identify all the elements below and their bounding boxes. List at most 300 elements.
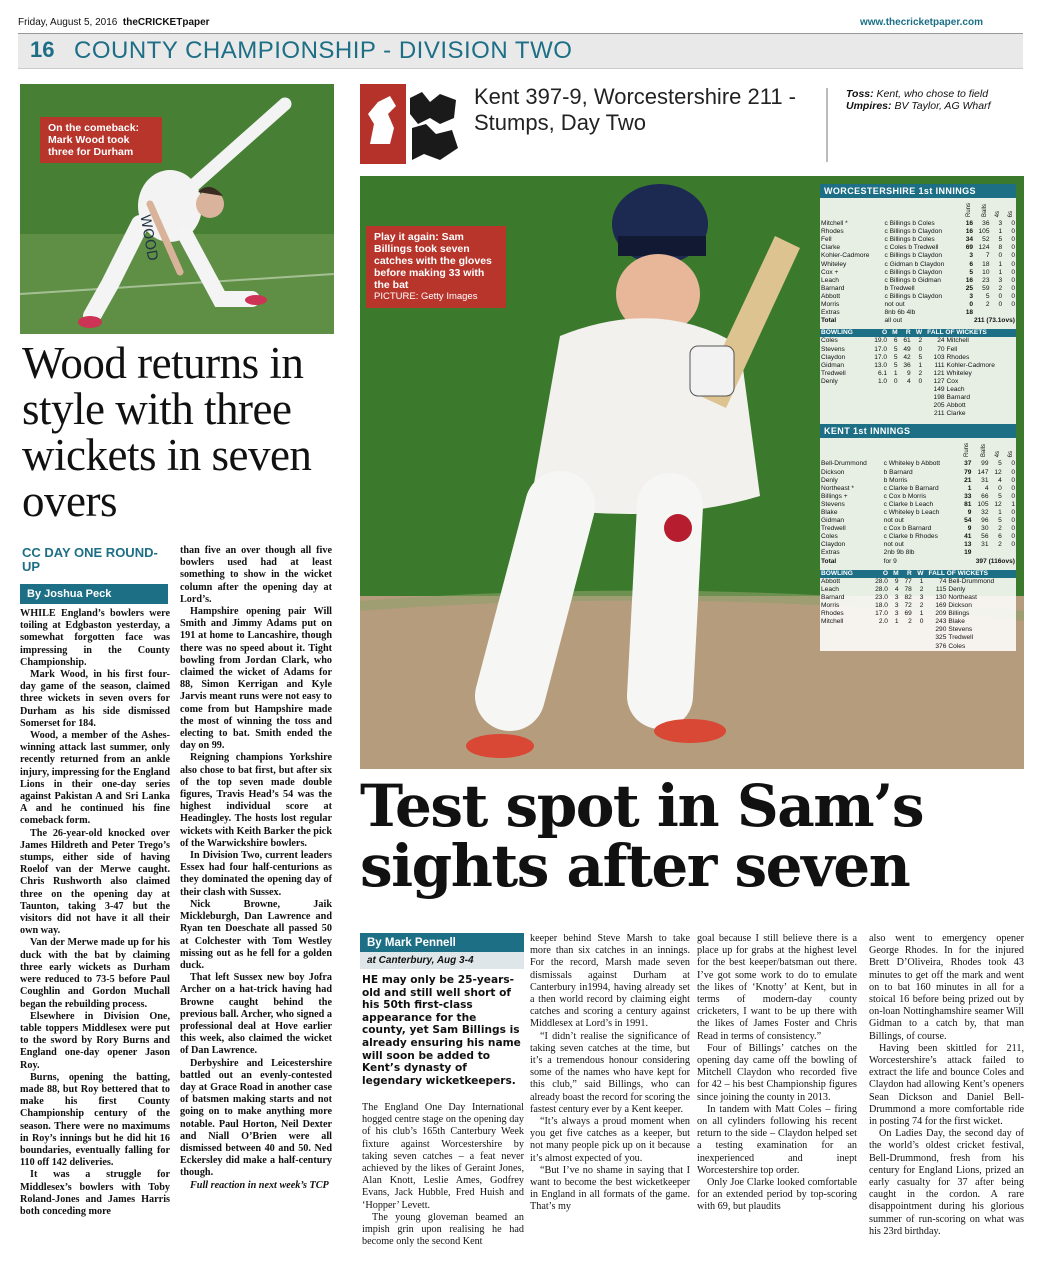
batting-row: [820, 317, 1016, 325]
bowling-stat: 28.0: [875, 585, 888, 593]
bowling-row: [820, 602, 1016, 610]
stat: 31: [981, 541, 989, 549]
batting-row: [820, 485, 1016, 493]
photo-caption: On the comeback: Mark Wood took three for Durham: [40, 117, 162, 163]
umpires-label: Umpires:: [846, 100, 892, 112]
fow-player: Kohler-Cadmore: [946, 361, 995, 369]
bowler-name: Mitchell: [821, 618, 844, 626]
paragraph: “It’s always a proud moment when you get five catches as a keeper, but not many people pick up on it because it’s almost expected of you.: [530, 1116, 690, 1164]
stat: 5: [998, 460, 1002, 468]
bowling-stat: [900, 626, 913, 634]
bowler-name: [820, 626, 868, 634]
fow-score: 149: [933, 385, 945, 393]
bowling-stat: 6.1: [877, 369, 888, 377]
bowling-stat: 5: [893, 361, 898, 369]
stat: 5: [998, 517, 1002, 525]
stat: 6: [998, 533, 1002, 541]
bowling-stat: 0: [918, 345, 923, 353]
bowling-row: [820, 594, 1016, 602]
overs-label: O: [882, 569, 888, 577]
bowler-name: Claydon: [821, 353, 846, 361]
bowler-name: Barnard: [821, 593, 845, 601]
balls-label: Balls: [982, 203, 989, 217]
stat: 0: [998, 292, 1003, 300]
batting-row: [820, 277, 1016, 285]
stat: 36: [982, 220, 990, 228]
player-name: Leach: [821, 276, 839, 284]
bowling-stat: [900, 643, 913, 651]
fow-score: 111: [934, 361, 945, 369]
paragraph: The England One Day International hogged centre stage on the opening day of his club’s 165th Canterbury Week fixture against Worcestershire by taking seven catches – a feat never achieved by the likes of Geraint Jones, Alan Knott, Leslie Ames, Godfrey Evans, Jack Hubble, Fred Huish and ‘Hopper’ Levett.: [362, 1102, 524, 1211]
stat: 79: [964, 468, 972, 476]
bowler-name: [820, 643, 868, 651]
issue-date: Friday, August 5, 2016 theCRICKETpaper: [18, 17, 210, 28]
player-name: Kohler-Cadmore: [821, 252, 870, 260]
paragraph: “But I’ve no shame in saying that I want to become the best wicketkeeper in England in all formats of the game. That’s my: [530, 1164, 690, 1213]
svg-text:WOOD: WOOD: [136, 213, 161, 263]
toss-text: Kent, who chose to field: [876, 88, 989, 100]
stat: 37: [964, 460, 972, 468]
bowler-name: Stevens: [821, 345, 845, 353]
stat: 0: [1011, 268, 1015, 276]
stat: 99: [981, 460, 989, 468]
stat: 7: [985, 252, 990, 260]
bowling-stat: 1: [918, 361, 923, 369]
stat: [990, 549, 1003, 557]
paragraph: Van der Merwe made up for his duck with the bat by claiming three early wickets as Durham were reduced to 73-5 before Paul Coughlin and Gordon Muchall began the rebuilding process.: [20, 937, 170, 1010]
stat: 31: [981, 476, 989, 484]
dismissal: all out: [884, 317, 903, 325]
paragraph: Wood, a member of the Ashes-winning attack last summer, only recently returned from an ankle injury, impressing for the England Lions in their one-day series against Pakistan A and Sri Lanka A and he continued his fine comeback form.: [20, 730, 170, 827]
bowling-stat: 13.0: [874, 361, 888, 369]
dismissal: for 9: [883, 557, 897, 565]
stat: [972, 549, 989, 557]
stat: 52: [982, 236, 990, 244]
main-column-1: [362, 1102, 524, 1248]
bowling-row: [820, 370, 1016, 378]
bowling-stat: 28.0: [875, 577, 888, 585]
bowler-name: Abbott: [821, 577, 841, 585]
stat: 1: [998, 509, 1002, 516]
paragraph: Having been skittled for 211, Worcestershire’s attack failed to extract the life and bounce Coles and Claydon had allowing Kent’s openers Sean Dickson and Daniel Bell-Drummond a more comfortable ride in posting 74 for the first wicket.: [869, 1042, 1024, 1128]
fow-player: Whiteley: [946, 369, 972, 377]
player-name: Fell: [821, 236, 832, 244]
batting-row: [820, 269, 1016, 277]
bowling-stat: 36: [903, 361, 911, 369]
bowling-stat: 2: [919, 585, 924, 593]
stat: 5: [998, 492, 1002, 500]
batting-row: [820, 469, 1016, 477]
runs-label: Runs: [964, 443, 971, 458]
bowling-stat: 4: [894, 585, 899, 593]
player-name: Mitchell *: [821, 220, 848, 228]
stat: 6: [969, 260, 974, 268]
stat: 9: [967, 525, 972, 533]
paragraph: keeper behind Steve Marsh to take more than six catches in an innings. For the record, Marsh made seven dismissals against Durham at Canterbury in1994, having already set a then world record by claiming eight catches and scoring a century against Middlesex at Lord’s in 1991.: [530, 933, 690, 1030]
fow-score: 121: [933, 369, 945, 377]
batting-row: [820, 493, 1016, 501]
stat: 16: [965, 228, 974, 236]
bowler-name: Coles: [821, 337, 838, 345]
bowling-stat: 3: [894, 593, 899, 601]
stat: 0: [998, 484, 1002, 492]
bowling-stat: [899, 394, 912, 402]
bowler-name: [820, 634, 868, 642]
bowling-stat: 1: [919, 610, 924, 618]
bowling-label: BOWLING: [821, 329, 853, 337]
batting-row: [820, 252, 1016, 260]
paragraph: “I didn’t realise the significance of taking seven catches at the time, but it’s a tremendous honour considering some of the names who have kept for this club,” said Billings, who can already boast the record for scoring the fastest century ever by a Kent keeper.: [530, 1030, 690, 1115]
bowling-stat: 9: [894, 577, 899, 585]
bowling-stat: [867, 386, 888, 394]
bowler-name: [820, 394, 867, 402]
stat: [1003, 309, 1016, 317]
worc-batting-table: [820, 198, 1016, 325]
bowling-stat: 0: [919, 618, 924, 626]
fow-player: Rhodes: [946, 353, 970, 361]
player-name: Coles: [821, 533, 838, 541]
player-name: Cox +: [821, 268, 839, 276]
stat: 1: [998, 268, 1003, 276]
stat: 124: [978, 244, 990, 252]
bowling-stat: [912, 410, 924, 418]
stat: 56: [981, 533, 989, 541]
paragraph: It was a struggle for Middlesex’s bowlers with Toby Roland-Jones and James Harris both conceding more: [20, 1169, 170, 1217]
bowling-row: [820, 643, 1016, 651]
stat: 0: [1011, 292, 1015, 300]
batting-row: [820, 533, 1016, 541]
bowling-stat: 17.0: [875, 610, 888, 618]
stat: 3: [998, 220, 1003, 228]
stat: 21: [964, 476, 972, 484]
bowling-stat: 69: [904, 610, 912, 618]
bowling-stat: [868, 634, 889, 642]
batting-row: [820, 301, 1016, 309]
bowling-stat: 5: [918, 353, 923, 361]
fow-player: Leach: [946, 385, 965, 393]
dismissal: c Billings b Claydon: [884, 268, 943, 276]
match-score-headline: Kent 397-9, Worcestershire 211 - Stumps, Day Two: [474, 84, 797, 135]
player-name: Rhodes: [821, 228, 844, 236]
maidens-label: M: [892, 329, 898, 337]
dismissal: c Billings b Claydon: [884, 228, 943, 236]
bowling-row: [820, 586, 1016, 594]
dismissal: c Billings b Gidman: [884, 276, 941, 284]
kent-batting-table: [820, 438, 1016, 565]
fow-player: Northeast: [948, 593, 977, 601]
bowling-stat: 3: [919, 593, 924, 601]
bowling-stat: [913, 626, 925, 634]
stat: 105: [978, 228, 990, 236]
left-column-1: [20, 608, 170, 1218]
paragraph: Only Joe Clarke looked comfortable for an extended period by top-scoring with 69, but plaudits: [697, 1177, 857, 1213]
stat: 0: [1011, 301, 1015, 309]
dismissal: c Whiteley b Abbott: [883, 460, 941, 468]
bowling-row: [820, 410, 1016, 418]
stat: 2: [998, 525, 1002, 533]
bowling-stat: 2: [908, 618, 912, 626]
bowling-stat: [913, 643, 925, 651]
section-bar: [18, 34, 1023, 69]
dismissal: c Clarke b Leach: [883, 500, 934, 508]
bowling-stat: 18.0: [875, 602, 888, 610]
paragraph: On Ladies Day, the second day of the world’s oldest cricket festival, Bell-Drummond, fresh from his century for England Lions, prized an early casualty for 37 after being caught in the cordon. A rare disappointment during his glorious summer of run-scoring on what was his 23rd birthday.: [869, 1128, 1024, 1237]
paragraph: Four of Billings’ catches on the opening day came off the bowling of Mitchell Claydon who recorded five for 42 – his best Championship figures since joining the county in 2013.: [697, 1042, 857, 1103]
bowling-stat: [912, 394, 924, 402]
bowling-stat: [867, 394, 888, 402]
bowler-name: Leach: [821, 585, 839, 593]
fow-player: Billings: [948, 610, 970, 618]
stat: 1: [1011, 500, 1015, 508]
bowling-stat: 0: [918, 377, 923, 385]
stat: 2: [998, 284, 1003, 292]
stat: 33: [964, 492, 972, 500]
bowling-stat: 17.0: [874, 353, 888, 361]
stat: 16: [965, 220, 974, 228]
stat: 0: [1011, 260, 1015, 268]
bowler-name: [820, 410, 867, 418]
bowling-stat: 1: [919, 577, 924, 585]
fow-score: 325: [935, 634, 947, 642]
stat: 0: [1011, 468, 1015, 476]
bowling-stat: [913, 634, 925, 642]
bowling-stat: [888, 410, 898, 418]
fow-player: Denly: [948, 585, 966, 593]
stat: 69: [965, 244, 974, 252]
overs-label: O: [881, 329, 888, 337]
bowling-stat: 3: [894, 602, 899, 610]
player-name: Tredwell: [821, 525, 846, 533]
stat: 147: [977, 468, 989, 476]
player-name: Bell-Drummond: [821, 460, 867, 468]
bowling-stat: 2: [918, 337, 923, 345]
stat: 1: [998, 260, 1003, 268]
stat: 1: [998, 228, 1003, 236]
runs-conceded-label: R: [907, 569, 912, 577]
stat: 0: [1011, 517, 1015, 525]
stat: 3: [969, 252, 974, 260]
stat: 0: [1011, 228, 1015, 236]
bowler-name: [820, 402, 867, 410]
dismissal: 8nb 6b 4lb: [884, 309, 916, 317]
top-bar: [18, 14, 1023, 34]
bowling-row: [820, 634, 1016, 642]
bowling-label: BOWLING: [821, 569, 853, 577]
player-name: Dickson: [821, 468, 845, 476]
batting-row: [820, 525, 1016, 533]
bowling-stat: 0: [893, 377, 898, 385]
batting-row: [820, 293, 1016, 301]
fow-player: Bell-Drummond: [948, 577, 995, 585]
stat: 0: [1011, 492, 1015, 500]
bowling-row: [820, 354, 1016, 362]
dismissal: b Barnard: [883, 468, 913, 476]
stat: 16: [965, 276, 974, 284]
bowling-stat: [899, 402, 912, 410]
fow-score: 127: [933, 377, 945, 385]
player-name: Extras: [821, 549, 840, 557]
bowling-stat: 5: [893, 345, 898, 353]
fow-score: 205: [933, 402, 945, 410]
bowling-stat: 2: [918, 369, 923, 377]
fow-player: Fell: [946, 345, 958, 353]
stat: 211 (73.1ovs): [973, 317, 1015, 325]
fow-player: Blake: [948, 618, 965, 626]
stat: 12: [994, 500, 1002, 508]
stat: 59: [982, 284, 990, 292]
player-name: Northeast *: [821, 484, 854, 492]
stat: 30: [981, 525, 989, 533]
stat: 13: [964, 541, 972, 549]
fours-label: 4s: [995, 210, 1002, 217]
bowling-stat: 4: [906, 377, 911, 385]
main-headline: Test spot in Sam’s sights after seven: [360, 772, 923, 900]
mark-wood-photo: [20, 84, 334, 334]
stat: 25: [965, 284, 974, 292]
bowling-stat: 2.0: [878, 618, 888, 626]
paragraph: also went to emergency opener George Rhodes. In for the injured Brett D’Oliveira, Rhodes took 43 minutes to get off the mark and went on to bat 160 minutes in all for a stoical 16 before being prized out by on-loan Nottinghamshire seamer Will Gidman to a catch by, that man Billings, of course.: [869, 933, 1024, 1042]
stat: 0: [1011, 284, 1015, 292]
bowling-stat: 1: [893, 369, 898, 377]
bowling-stat: 1: [894, 618, 899, 626]
dismissal: b Morris: [883, 476, 908, 484]
bowling-stat: [868, 626, 889, 634]
stat: 0: [1011, 220, 1015, 228]
page-number: 16: [30, 37, 55, 62]
batting-row: [820, 261, 1016, 269]
bowling-stat: 42: [903, 353, 911, 361]
dismissal: 2nb 9b 8lb: [883, 549, 915, 557]
stat: 0: [1011, 252, 1015, 260]
player-name: Gidman: [821, 517, 845, 525]
left-column-2: [180, 545, 332, 1192]
bowling-stat: [889, 643, 900, 651]
batting-row: [820, 549, 1016, 557]
umpires-text: BV Taylor, AG Wharf: [894, 100, 991, 112]
dismissal: c Billings b Claydon: [884, 252, 943, 260]
paragraph: The young gloveman beamed an impish grin upon realising he had become only the second Kent: [362, 1211, 524, 1248]
main-column-4: [869, 933, 1024, 1238]
fow-score: 198: [933, 394, 945, 402]
maidens-label: M: [893, 569, 899, 577]
main-column-2: [530, 933, 690, 1214]
batting-row: [820, 501, 1016, 509]
stat: 0: [1011, 476, 1015, 484]
dismissal: c Billings b Coles: [884, 236, 935, 244]
balls-label: Balls: [981, 444, 988, 458]
scorecard: [820, 184, 1016, 651]
batting-row: [820, 244, 1016, 252]
paragraph: WHILE England’s bowlers were toiling at Edgbaston yesterday, a somewhat forgotten face was impressing in the County Championship.: [20, 608, 170, 668]
dismissal: c Cox b Morris: [883, 492, 927, 500]
dismissal: c Cox b Barnard: [883, 525, 932, 533]
paragraph: Derbyshire and Leicestershire battled out an evenly-contested day at Grace Road in another case of batsmen making starts and not going on to make anything more notable. Paul Horton, Neil Dexter and Niall O’Brien were all dismissed between 40 and 50. Ned Eckersley did make a half-century though.: [180, 1057, 332, 1179]
stat: 397 (116ovs): [975, 557, 1015, 565]
bowling-stat: [900, 634, 913, 642]
dismissal: c Billings b Claydon: [884, 292, 943, 300]
closing-note: Full reaction in next week’s TCP: [190, 1179, 329, 1191]
stat: 8: [998, 244, 1003, 252]
player-name: Total: [821, 317, 837, 325]
bowling-stat: 78: [904, 585, 912, 593]
paragraph: than five an over though all five bowlers used had at least something to show in the wicket column after the opening day at Lord’s.: [180, 545, 332, 605]
dismissal: not out: [884, 301, 905, 309]
site-url[interactable]: www.thecricketpaper.com: [859, 17, 983, 28]
fow-player: Coles: [948, 642, 966, 650]
paragraph: Nick Browne, Jaik Mickleburgh, Dan Lawrence and Ryan ten Doeschate all passed 50 at Colchester with Tom Westley missing out as he fell for a golden duck.: [180, 898, 332, 971]
stat: [974, 309, 990, 317]
stat: 12: [994, 468, 1002, 476]
fow-player: Dickson: [948, 602, 972, 610]
stat: 23: [982, 276, 990, 284]
stat: 96: [981, 517, 989, 525]
bowling-stat: [868, 643, 889, 651]
stat: 41: [964, 533, 972, 541]
dismissal: c Billings b Coles: [884, 220, 935, 228]
paragraph: goal because I still believe there is a place up for grabs at the highest level for the best keeper/batsman out there. I’ve got some work to do to emulate the likes of ‘Knotty’ at Kent, but in terms of modern-day county cricketers, I want to be up there with the likes of James Foster and Chris Read in terms of consistency.”: [697, 933, 857, 1042]
bowling-row: [820, 402, 1016, 410]
dismissal: not out: [883, 517, 904, 525]
player-name: Stevens: [821, 500, 845, 508]
player-name: Extras: [821, 309, 840, 317]
stat: 5: [998, 236, 1003, 244]
batting-row: [820, 228, 1016, 236]
player-name: Blake: [821, 509, 838, 516]
stat: 10: [982, 268, 990, 276]
fow-score: 74: [939, 577, 947, 585]
fow-score: 243: [935, 618, 947, 626]
main-byline: By Mark Pennell: [360, 933, 524, 953]
bowler-name: Tredwell: [821, 369, 846, 377]
stat: 5: [985, 292, 990, 300]
batting-row: [820, 309, 1016, 317]
fow-player: Cox: [946, 377, 959, 385]
standfirst: HE may only be 25-years-old and still well short of his 50th first-class appearance for the county, yet Sam Billings is already ensuring his name will soon be added to Kent’s dynasty of legendary wicketkeepers.: [362, 974, 521, 1087]
bowling-stat: 5: [893, 353, 898, 361]
stat: 3: [969, 292, 974, 300]
bowling-stat: 49: [903, 345, 911, 353]
bowling-row: [820, 578, 1016, 586]
bowling-row: [820, 386, 1016, 394]
bowling-stat: [867, 410, 888, 418]
bowling-stat: 23.0: [875, 593, 888, 601]
player-name: Clarke: [821, 244, 841, 252]
stat: 2: [985, 301, 990, 309]
bowling-row: [820, 394, 1016, 402]
round-up-kicker: CC DAY ONE ROUND-UP: [22, 545, 158, 574]
bowling-stat: 2: [919, 602, 924, 610]
bowling-stat: [888, 394, 898, 402]
batting-row: [820, 460, 1016, 468]
kent-horse-icon: [360, 84, 460, 166]
stat: 34: [965, 236, 974, 244]
dismissal: not out: [883, 541, 904, 549]
paragraph: That left Sussex new boy Jofra Archer on a hat-trick having had Browne caught behind the previous ball. Archer, who signed a professional deal at Hove earlier this week, also claimed the wicket of Dan Lawrence.: [180, 972, 332, 1057]
bowling-row: [820, 618, 1016, 626]
bowling-row: [820, 626, 1016, 634]
bowling-stat: 17.0: [874, 345, 888, 353]
player-name: Billings +: [821, 492, 848, 500]
fow-label: FALL OF WICKETS: [928, 569, 989, 577]
stat: 81: [964, 500, 972, 508]
wickets-label: W: [915, 329, 923, 337]
fow-player: Tredwell: [948, 634, 974, 642]
paragraph: Burns, opening the batting, made 88, but Roy bettered that to make his first County Championship century of the season. There were no maximums in Roy’s innings but he did hit 16 boundaries, eventually falling for 110 off 142 deliveries.: [20, 1071, 170, 1169]
player-name: Total: [821, 557, 837, 565]
stat: 32: [981, 509, 989, 516]
stat: 0: [1011, 236, 1015, 244]
fow-player: Stevens: [948, 626, 973, 634]
